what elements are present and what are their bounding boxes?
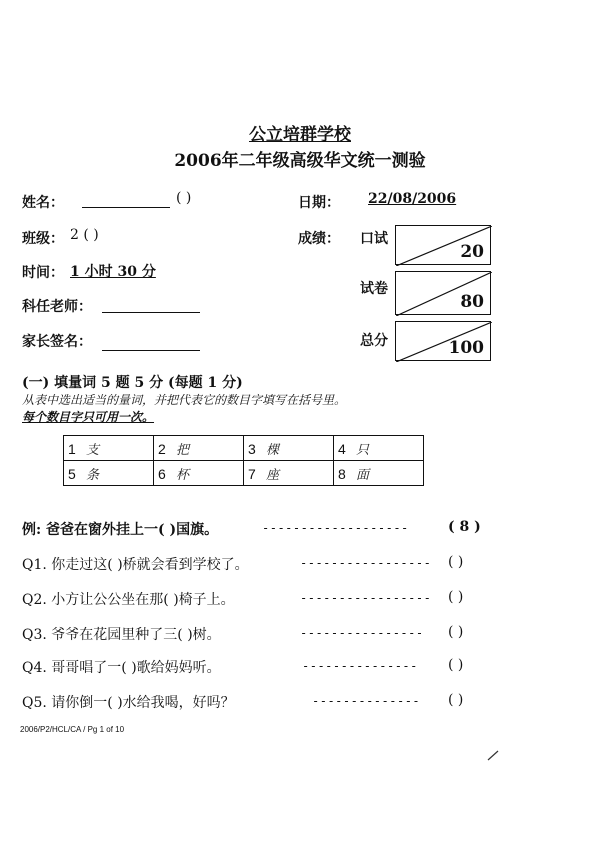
cell-word: 条	[86, 467, 100, 483]
answer-blank[interactable]: ( )	[448, 554, 464, 570]
answer-leader: ----------------	[300, 626, 424, 640]
table-row	[64, 436, 424, 461]
oral-score: 20	[460, 242, 484, 262]
instruction-line-2: 每个数目字只可用一次。	[22, 410, 155, 424]
cell-number: 4	[338, 440, 346, 457]
question-2: Q2. 小方让公公坐在那( )椅子上。	[22, 592, 235, 608]
pen-mark-icon	[486, 748, 500, 762]
answer-blank[interactable]: ( )	[448, 589, 464, 605]
table-cell	[244, 436, 334, 461]
total-score-box	[395, 321, 491, 361]
answer-blank[interactable]: ( )	[448, 657, 464, 673]
teacher-label: 科任老师：	[22, 299, 92, 315]
answer-leader: -----------------	[300, 591, 432, 605]
cell-word: 只	[356, 442, 370, 458]
cell-word: 把	[176, 442, 190, 458]
time-value: 1 小时 30 分	[70, 264, 156, 280]
parent-label: 家长签名：	[22, 334, 92, 350]
total-label: 总分	[360, 333, 388, 349]
table-cell	[64, 436, 154, 461]
cell-word: 支	[86, 442, 100, 458]
example-question: 例: 爸爸在窗外挂上一( )国旗。	[22, 522, 219, 538]
instruction-line-1: 从表中选出适当的量词，并把代表它的数目字填写在括号里。	[22, 393, 347, 407]
question-5: Q5. 请你倒一( )水给我喝，好吗？	[22, 695, 235, 711]
date-value: 22/08/2006	[368, 191, 457, 207]
paper-label: 试卷	[360, 281, 388, 297]
table-cell	[334, 436, 424, 461]
table-cell	[154, 436, 244, 461]
name-label: 姓名：	[22, 195, 64, 211]
answer-leader: ---------------	[302, 659, 418, 673]
name-paren: ( )	[176, 190, 192, 206]
question-3: Q3. 爷爷在花园里种了三( )树。	[22, 627, 221, 643]
paper-score-box	[395, 271, 491, 315]
cell-number: 2	[158, 440, 166, 457]
answer-blank[interactable]: ( )	[448, 692, 464, 708]
cell-word: 杯	[176, 467, 190, 483]
answer-leader: -------------------	[262, 521, 409, 535]
class-label: 班级：	[22, 231, 64, 247]
class-value: 2 ( )	[70, 227, 99, 243]
cell-number: 6	[158, 465, 166, 482]
answer-blank[interactable]: ( )	[448, 624, 464, 640]
measure-word-table	[63, 435, 424, 486]
total-score: 100	[448, 338, 484, 358]
oral-label: 口试	[360, 231, 388, 247]
table-cell	[154, 461, 244, 486]
teacher-line[interactable]	[102, 312, 200, 313]
cell-number: 1	[68, 440, 76, 457]
table-cell	[334, 461, 424, 486]
cell-word: 棵	[266, 442, 280, 458]
date-label: 日期：	[298, 195, 340, 211]
cell-number: 5	[68, 465, 76, 482]
name-line[interactable]	[82, 207, 170, 208]
table-cell	[244, 461, 334, 486]
parent-signature-line[interactable]	[102, 350, 200, 351]
cell-number: 8	[338, 465, 346, 482]
oral-score-box	[395, 225, 491, 265]
page-footer: 2006/P2/HCL/CA / Pg 1 of 10	[20, 725, 125, 734]
cell-word: 座	[266, 467, 280, 483]
question-1: Q1. 你走过这( )桥就会看到学校了。	[22, 557, 249, 573]
time-label: 时间：	[22, 265, 64, 281]
cell-number: 3	[248, 440, 256, 457]
question-4: Q4. 哥哥唱了一( )歌给妈妈听。	[22, 660, 221, 676]
exam-title: 2006年二年级高级华文统一测验	[174, 151, 426, 171]
school-name: 公立培群学校	[249, 125, 351, 145]
table-cell	[64, 461, 154, 486]
answer-leader: --------------	[312, 694, 421, 708]
answer-leader: -----------------	[300, 556, 432, 570]
cell-number: 7	[248, 465, 256, 482]
score-label: 成绩：	[298, 231, 340, 247]
cell-word: 面	[356, 467, 370, 483]
table-row	[64, 461, 424, 486]
paper-score: 80	[460, 292, 484, 312]
answer-blank: ( 8 )	[448, 519, 481, 535]
section-title: (一) 填量词 5 题 5 分 (每题 1 分)	[22, 375, 243, 391]
